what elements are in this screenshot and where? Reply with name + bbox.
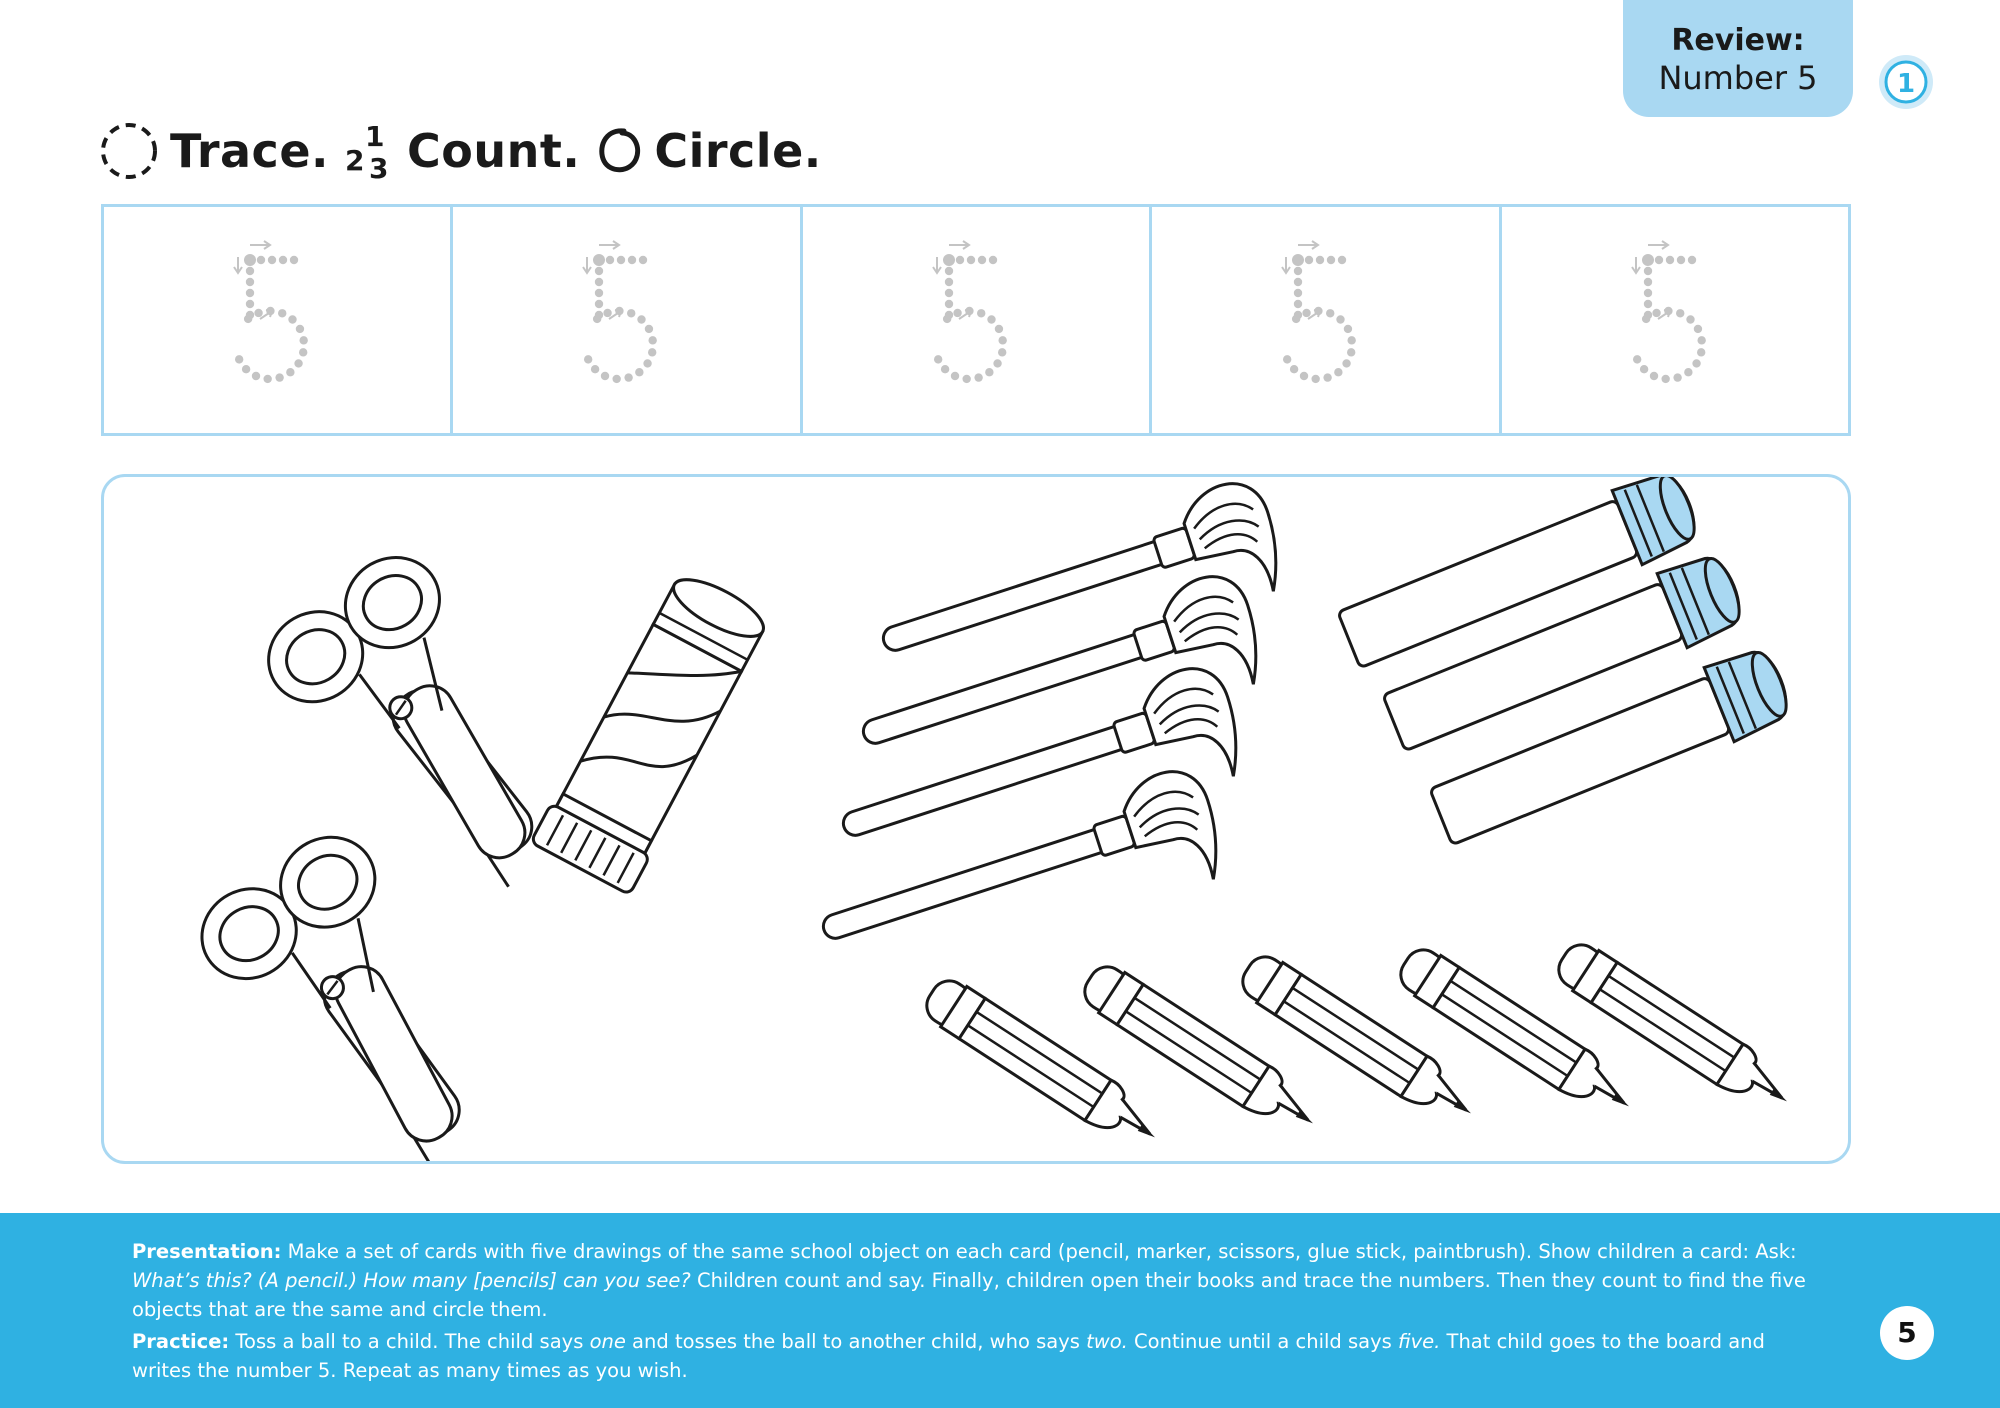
review-tab-subtitle: Number 5 — [1658, 59, 1818, 97]
trace-dot — [625, 373, 633, 381]
objects-picture-box — [101, 474, 1851, 1164]
trace-dot — [1687, 256, 1695, 264]
trace-dot — [286, 368, 294, 376]
presentation-note — [132, 1237, 1812, 1324]
trace-dot — [945, 300, 953, 308]
trace-dot — [1643, 289, 1651, 297]
trace-dot — [628, 256, 636, 264]
count-label: Count. — [407, 124, 581, 178]
trace-dot — [268, 256, 276, 264]
practice-text-1: Toss a ball to a child. The child says — [229, 1330, 590, 1353]
trace-dashed-circle-icon — [98, 120, 160, 182]
trace-dot — [1686, 315, 1694, 323]
trace-dot — [246, 300, 254, 308]
school-objects-illustration — [104, 477, 1848, 1161]
trace-dot — [1649, 372, 1657, 380]
presentation-text-2: Children count and say. Finally, children open their books and trace the numbers. Then they count to find the five objects that are the same and circle them. — [132, 1269, 1806, 1321]
trace-dot — [257, 256, 265, 264]
trace-dot — [956, 256, 964, 264]
trace-dot — [244, 315, 252, 323]
trace-dot — [242, 365, 250, 373]
trace-dot — [998, 348, 1006, 356]
trace-dot — [1684, 368, 1692, 376]
practice-italic-2: two. — [1086, 1330, 1128, 1353]
trace-dot — [649, 336, 657, 344]
trace-dot — [1294, 289, 1302, 297]
trace-dot — [1337, 315, 1345, 323]
trace-dot — [288, 315, 296, 323]
trace-dot — [1697, 336, 1705, 344]
direction-arrow-icon — [599, 241, 619, 249]
trace-dot — [1316, 256, 1324, 264]
direction-arrow-icon — [583, 257, 591, 273]
trace-dot — [601, 372, 609, 380]
trace-dot — [1294, 300, 1302, 308]
trace-dot — [278, 309, 286, 317]
direction-arrow-icon — [250, 241, 270, 249]
trace-box[interactable] — [104, 207, 453, 433]
trace-dot — [595, 289, 603, 297]
trace-box[interactable] — [1502, 207, 1848, 433]
trace-dot — [978, 256, 986, 264]
trace-dot — [299, 348, 307, 356]
trace-dot — [593, 315, 601, 323]
direction-arrow-icon — [1282, 257, 1290, 273]
trace-dot — [591, 365, 599, 373]
trace-dot — [1642, 254, 1654, 266]
practice-text-3: Continue until a child says — [1127, 1330, 1398, 1353]
count-icon-digit-3: 3 — [369, 152, 389, 182]
practice-note — [132, 1327, 1812, 1385]
trace-dot — [645, 325, 653, 333]
trace-dot — [1283, 355, 1291, 363]
trace-dot — [1312, 375, 1320, 383]
trace-label: Trace. — [170, 124, 329, 178]
presentation-label: Presentation: — [132, 1240, 282, 1263]
dotted-five-digit — [1618, 235, 1738, 415]
trace-dot — [299, 336, 307, 344]
trace-box[interactable] — [1152, 207, 1501, 433]
trace-dot — [951, 372, 959, 380]
trace-dot — [1326, 309, 1334, 317]
trace-dot — [974, 373, 982, 381]
trace-dot — [1654, 256, 1662, 264]
trace-dot — [1292, 254, 1304, 266]
trace-dot — [595, 300, 603, 308]
trace-dot — [1292, 315, 1300, 323]
dotted-five-digit — [1268, 235, 1388, 415]
trace-dot — [617, 256, 625, 264]
trace-dot — [977, 309, 985, 317]
trace-dot — [275, 373, 283, 381]
trace-dot — [945, 289, 953, 297]
scissors-2[interactable] — [176, 810, 476, 1161]
trace-dot — [595, 267, 603, 275]
trace-dot — [1343, 359, 1351, 367]
trace-dot — [945, 278, 953, 286]
trace-dot — [1676, 309, 1684, 317]
trace-dot — [1324, 373, 1332, 381]
direction-arrow-icon — [1632, 257, 1640, 273]
direction-arrow-icon — [1298, 241, 1318, 249]
trace-dot — [595, 278, 603, 286]
trace-dot — [235, 355, 243, 363]
trace-dot — [246, 267, 254, 275]
presentation-text-1: Make a set of cards with five drawings of the same school object on each card (pencil, marker, scissors, glue stick, paintbrush). Show children a card: Ask: — [281, 1240, 1797, 1263]
trace-dot — [943, 254, 955, 266]
trace-dot — [1643, 278, 1651, 286]
trace-dot — [606, 256, 614, 264]
trace-dot — [985, 368, 993, 376]
trace-dot — [995, 325, 1003, 333]
trace-dot — [1643, 267, 1651, 275]
direction-arrow-icon — [949, 241, 969, 249]
circle-label: Circle. — [654, 124, 822, 178]
trace-dot — [639, 256, 647, 264]
trace-dot — [1294, 278, 1302, 286]
trace-dot — [246, 289, 254, 297]
trace-dot — [1344, 325, 1352, 333]
practice-italic-1: one — [589, 1330, 626, 1353]
trace-dot — [1693, 325, 1701, 333]
trace-dot — [1290, 365, 1298, 373]
trace-dot — [279, 256, 287, 264]
trace-dot — [263, 375, 271, 383]
tracing-row — [101, 204, 1851, 436]
direction-arrow-icon — [234, 257, 242, 273]
dotted-five-digit — [569, 235, 689, 415]
trace-dot — [627, 309, 635, 317]
trace-dot — [934, 355, 942, 363]
trace-dot — [1303, 309, 1311, 317]
count-icon-digit-2: 2 — [345, 144, 365, 177]
practice-italic-3: five. — [1397, 1330, 1441, 1353]
trace-dot — [1665, 256, 1673, 264]
trace-dot — [1348, 336, 1356, 344]
trace-dot — [987, 315, 995, 323]
trace-dot — [1676, 256, 1684, 264]
practice-label: Practice: — [132, 1330, 230, 1353]
trace-dot — [943, 315, 951, 323]
trace-dot — [604, 309, 612, 317]
practice-text-4: That child goes to the board and writes the number 5. Repeat as many times as you wish. — [132, 1330, 1765, 1382]
trace-dot — [584, 355, 592, 363]
trace-dot — [1661, 375, 1669, 383]
trace-dot — [993, 359, 1001, 367]
trace-dot — [1642, 315, 1650, 323]
dotted-five-digit — [919, 235, 1039, 415]
trace-dot — [1652, 309, 1660, 317]
trace-dot — [1305, 256, 1313, 264]
trace-dot — [593, 254, 605, 266]
teacher-notes — [132, 1237, 1812, 1388]
trace-dot — [1692, 359, 1700, 367]
unit-number-badge — [1876, 52, 1936, 112]
trace-dot — [246, 278, 254, 286]
direction-arrow-icon — [933, 257, 941, 273]
trace-dot — [644, 359, 652, 367]
unit-number: 1 — [1896, 69, 1916, 99]
instruction-line — [98, 118, 836, 184]
trace-dot — [636, 368, 644, 376]
count-icon-digit-1: 1 — [365, 120, 385, 153]
trace-box[interactable] — [803, 207, 1152, 433]
trace-dot — [1327, 256, 1335, 264]
trace-dot — [1640, 365, 1648, 373]
trace-dot — [244, 254, 256, 266]
practice-text-2: and tosses the ball to another child, who says — [625, 1330, 1087, 1353]
presentation-italic-1: What’s this? (A pencil.) How many [pencils] can you see? — [132, 1269, 691, 1292]
trace-dot — [254, 309, 262, 317]
trace-dot — [613, 375, 621, 383]
trace-dot — [1294, 267, 1302, 275]
glue-stick[interactable] — [531, 566, 777, 895]
trace-dot — [989, 256, 997, 264]
paintbrush-4[interactable] — [810, 762, 1231, 998]
trace-dot — [941, 365, 949, 373]
trace-dot — [1338, 256, 1346, 264]
trace-dot — [1300, 372, 1308, 380]
circle-hand-drawn-icon — [594, 123, 644, 179]
direction-arrow-icon — [1648, 241, 1668, 249]
trace-dot — [1334, 368, 1342, 376]
trace-dot — [1697, 348, 1705, 356]
trace-dot — [953, 309, 961, 317]
trace-dot — [1633, 355, 1641, 363]
count-123-icon — [343, 120, 397, 182]
page-number: 5 — [1880, 1306, 1934, 1360]
trace-dot — [290, 256, 298, 264]
trace-dot — [1673, 373, 1681, 381]
review-tab-title: Review: — [1671, 23, 1805, 58]
trace-dot — [967, 256, 975, 264]
trace-dot — [998, 336, 1006, 344]
trace-dot — [638, 315, 646, 323]
trace-dot — [945, 267, 953, 275]
trace-dot — [1643, 300, 1651, 308]
trace-dot — [1347, 348, 1355, 356]
teacher-notes-footer — [0, 1213, 2000, 1408]
review-tab — [1623, 0, 1853, 117]
trace-dot — [962, 375, 970, 383]
trace-dot — [294, 359, 302, 367]
trace-dot — [296, 325, 304, 333]
trace-box[interactable] — [453, 207, 802, 433]
trace-dot — [648, 348, 656, 356]
trace-dot — [252, 372, 260, 380]
dotted-five-digit — [220, 235, 340, 415]
